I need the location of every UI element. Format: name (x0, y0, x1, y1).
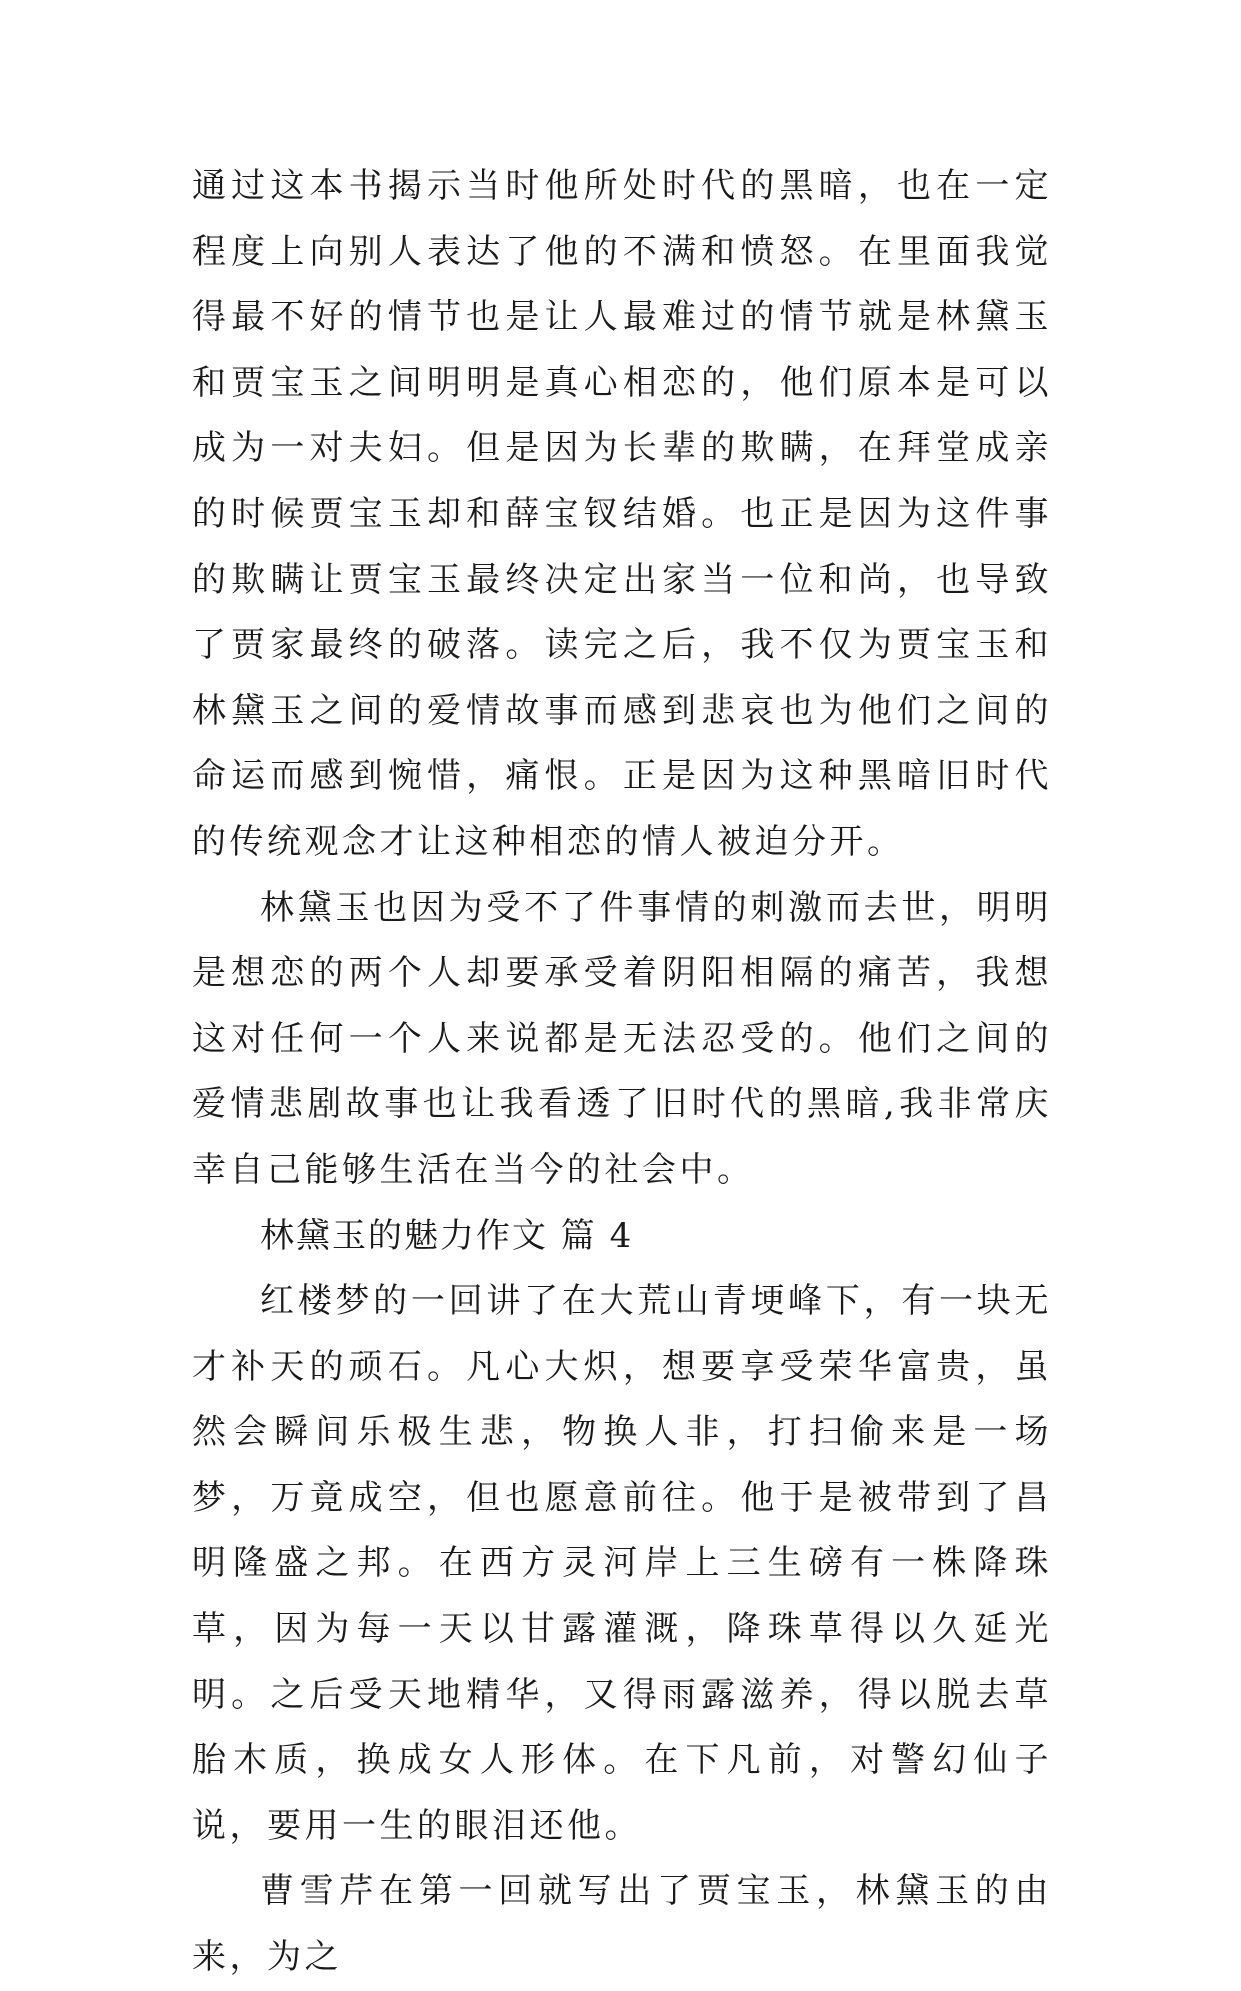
document-body (192, 154, 1052, 1991)
paragraph-4: 曹雪芹在第一回就写出了贾宝玉，林黛玉的由来，为之 (192, 1871, 1052, 1978)
paragraph-2: 林黛玉也因为受不了件事情的刺激而去世，明明是想恋的两个人却要承受着阴阳相隔的痛苦，我想这对任何一个人来说都是无法忍受的。他们之间的爱情悲剧故事也让我看透了旧时代的黑暗,我非常庆幸自己能够生活在当今的社会中。 (192, 887, 1052, 1190)
section-heading: 林黛玉的魅力作文 篇 4 (260, 1215, 634, 1256)
paragraph-3: 红楼梦的一回讲了在大荒山青埂峰下，有一块无才补天的顽石。凡心大炽，想要享受荣华富贵，虽然会瞬间乐极生悲，物换人非，打扫偷来是一场梦，万竟成空，但也愿意前往。他于是被带到了昌明隆盛之邦。在西方灵河岸上三生磅有一株降珠草，因为每一天以甘露灌溉，降珠草得以久延光明。之后受天地精华，又得雨露滋养，得以脱去草胎木质，换成女人形体。在下凡前，对警幻仙子说，要用一生的眼泪还他。 (192, 1281, 1052, 1846)
paragraph-1: 通过这本书揭示当时他所处时代的黑暗，也在一定程度上向别人表达了他的不满和愤怒。在里面我觉得最不好的情节也是让人最难过的情节就是林黛玉和贾宝玉之间明明是真心相恋的，他们原本是可以成为一对夫妇。但是因为长辈的欺瞒，在拜堂成亲的时候贾宝玉却和薛宝钗结婚。也正是因为这件事的欺瞒让贾宝玉最终决定出家当一位和尚，也导致了贾家最终的破落。读完之后，我不仅为贾宝玉和林黛玉之间的爱情故事而感到悲哀也为他们之间的命运而感到惋惜，痛恨。正是因为这种黑暗旧时代的传统观念才让这种相恋的情人被迫分开。 (192, 166, 1052, 862)
